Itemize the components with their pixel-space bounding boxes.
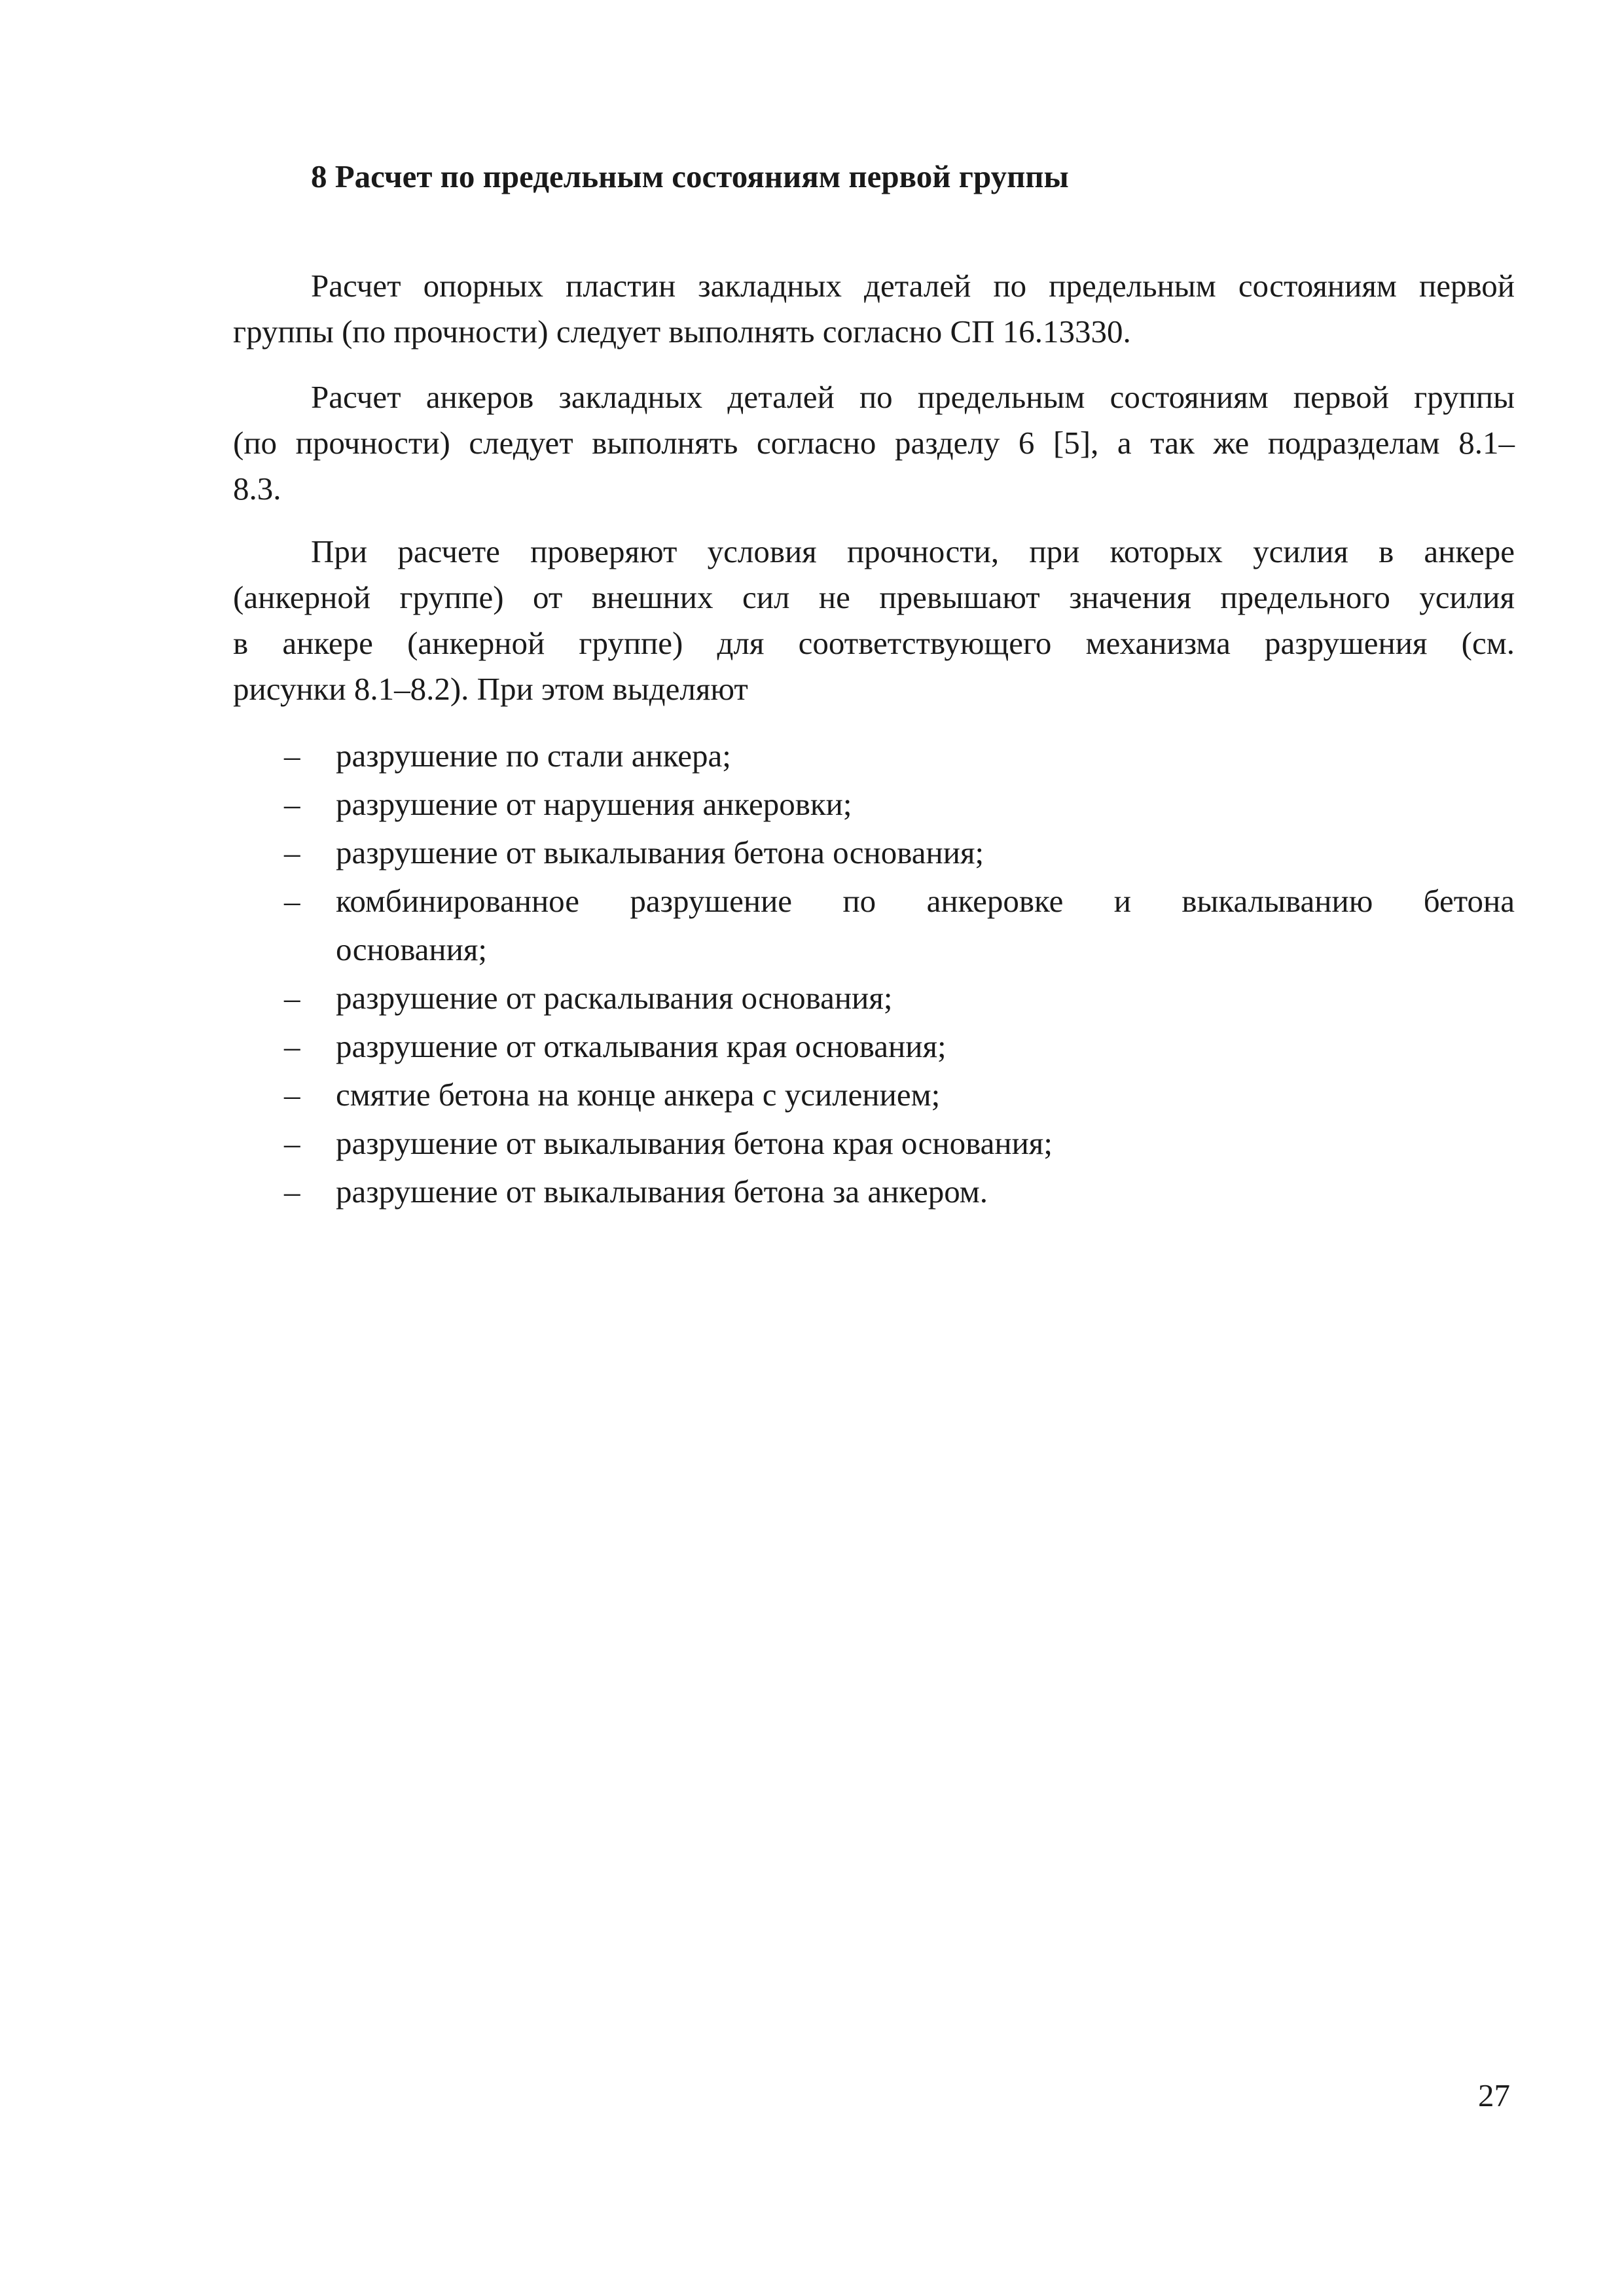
list-item-text: разрушение от выкалывания бетона края основания; (336, 1125, 1053, 1161)
paragraph-line: в анкере (анкерной группе) для соответствующего механизма разрушения (см. (233, 625, 1515, 661)
list-item-text-continued: основания; (336, 931, 488, 967)
page-number: 27 (1478, 2077, 1510, 2113)
dash-bullet: – (284, 738, 300, 774)
dash-bullet: – (284, 1125, 300, 1161)
dash-bullet: – (284, 1174, 300, 1210)
paragraph-anchors (233, 374, 1515, 512)
failure-modes-list (284, 732, 1515, 1216)
list-item (284, 1119, 1515, 1168)
list-item (284, 829, 1515, 877)
list-item (284, 780, 1515, 829)
section-heading: 8 Расчет по предельным состояниям первой группы (311, 158, 1069, 194)
paragraph-line: (по прочности) следует выполнять согласно разделу 6 [5], а так же подразделам 8.1– (233, 425, 1515, 461)
list-item (284, 877, 1515, 974)
list-item-text: разрушение от нарушения анкеровки; (336, 786, 852, 822)
list-item-text: комбинированное разрушение по анкеровке и выкалыванию бетона (336, 883, 1515, 919)
list-item (284, 1168, 1515, 1216)
paragraph-line: 8.3. (233, 471, 281, 507)
list-item-text: разрушение от выкалывания бетона основания; (336, 834, 984, 870)
dash-bullet: – (284, 834, 300, 870)
list-item (284, 1071, 1515, 1119)
paragraph-line: (анкерной группе) от внешних сил не превышают значения предельного усилия (233, 579, 1515, 615)
dash-bullet: – (284, 883, 300, 919)
paragraph-support-plates (233, 263, 1515, 355)
list-item (284, 1022, 1515, 1071)
list-item-text: разрушение от выкалывания бетона за анкером. (336, 1174, 988, 1210)
dash-bullet: – (284, 1028, 300, 1064)
dash-bullet: – (284, 1077, 300, 1113)
list-item-text: смятие бетона на конце анкера с усилением; (336, 1077, 941, 1113)
list-item (284, 732, 1515, 780)
list-item (284, 974, 1515, 1022)
paragraph-line: Расчет опорных пластин закладных деталей по предельным состояниям первой (311, 268, 1515, 304)
paragraph-line: Расчет анкеров закладных деталей по предельным состояниям первой группы (311, 379, 1515, 415)
list-item-text: разрушение по стали анкера; (336, 738, 731, 774)
list-item-text: разрушение от откалывания края основания; (336, 1028, 947, 1064)
paragraph-line: При расчете проверяют условия прочности, при которых усилия в анкере (311, 533, 1515, 569)
paragraph-line: группы (по прочности) следует выполнять согласно СП 16.13330. (233, 314, 1131, 350)
dash-bullet: – (284, 786, 300, 822)
paragraph-line: рисунки 8.1–8.2). При этом выделяют (233, 671, 748, 707)
paragraph-strength-conditions (233, 529, 1515, 712)
list-item-text: разрушение от раскалывания основания; (336, 980, 893, 1016)
dash-bullet: – (284, 980, 300, 1016)
